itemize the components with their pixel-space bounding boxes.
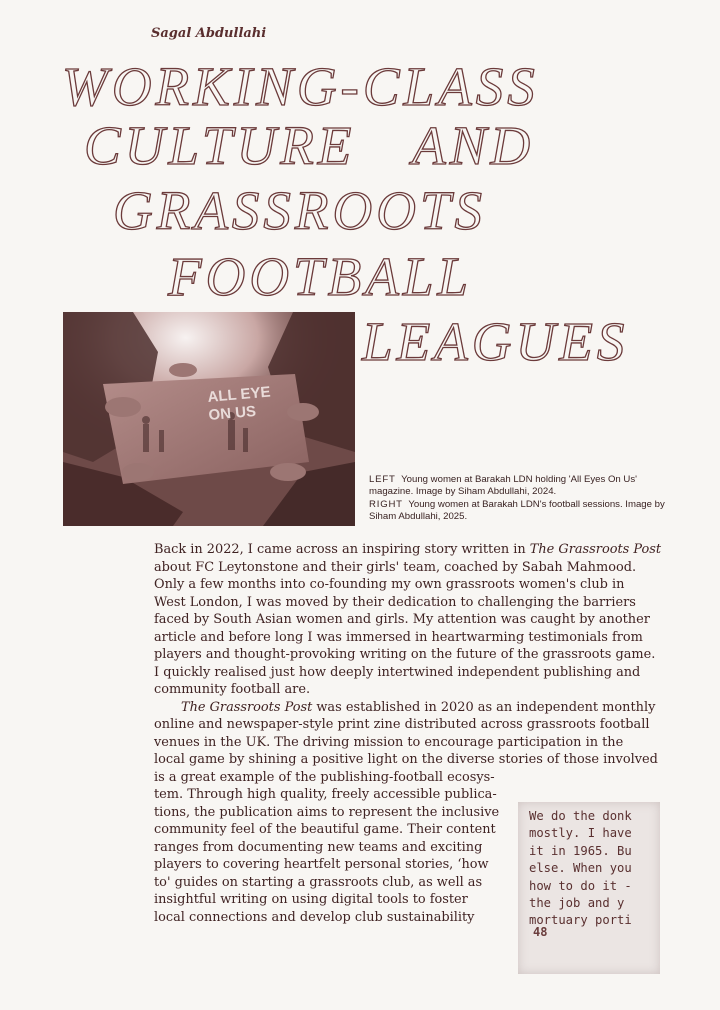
typewriter-line: mortuary porti — [529, 913, 632, 928]
body-line: tions, the publication aims to represent the inclusive — [154, 804, 500, 820]
title-line-1: WORKING-CLASS — [62, 56, 539, 117]
caption-left-text: Young women at Barakah LDN holding 'All Eyes On Us' magazine. Image by Siham Abdullahi, 2024. — [369, 474, 637, 498]
caption-right-key: RIGHT — [369, 498, 403, 510]
body-line: community football are. — [154, 682, 311, 697]
caption-right-text: Young women at Barakah LDN's football sessions. Image by Siham Abdullahi, 2025. — [369, 498, 665, 523]
body-line: venues in the UK. The driving mission to encourage participation in the — [154, 734, 624, 750]
article-photo — [63, 312, 355, 526]
typewriter-line: it in 1965. Bu — [529, 843, 632, 858]
body-line: players and thought-provoking writing on the future of the grassroots game. — [154, 647, 656, 662]
body-line: I quickly realised just how deeply intertwined independent publishing and — [154, 664, 641, 680]
body-line: players to covering heartfelt personal stories, ‘how — [154, 857, 489, 872]
body-line: tem. Through high quality, freely accessible publica- — [154, 787, 497, 802]
body-line: local connections and develop club sustainability — [154, 909, 475, 925]
body-line: Back in 2022, I came across an inspiring story written in The Grassroots Post — [154, 542, 662, 557]
typewriter-clipping — [518, 802, 660, 974]
body-line: community feel of the beautiful game. Their content — [154, 822, 496, 837]
typewriter-text — [529, 808, 632, 930]
typewriter-line: We do the donk — [529, 809, 632, 823]
photo-illustration — [63, 312, 355, 526]
body-line: ranges from documenting new teams and exciting — [154, 839, 483, 855]
body-line: faced by South Asian women and girls. My attention was caught by another — [154, 612, 650, 627]
typewriter-line: mostly. I have — [529, 826, 632, 841]
body-line: insightful writing on using digital tools to foster — [154, 892, 468, 907]
author-name: Sagal Abdullahi — [151, 26, 267, 41]
caption-right — [369, 499, 669, 524]
body-line: The Grassroots Post was established in 2020 as an independent monthly — [181, 699, 656, 715]
title-line-4: FOOTBALL — [168, 246, 472, 307]
title-line-2: CULTURE AND — [84, 115, 535, 176]
typewriter-line: the job and y — [529, 896, 625, 911]
body-line: online and newspaper-style print zine distributed across grassroots football — [154, 717, 650, 732]
caption-left — [369, 474, 669, 499]
typewriter-line: else. When you — [529, 861, 632, 876]
body-line: Only a few months into co-founding my own grassroots women's club in — [154, 577, 625, 592]
title-line-3: GRASSROOTS — [113, 180, 487, 241]
body-line: West London, I was moved by their dedication to challenging the barriers — [154, 594, 636, 610]
clipping-page-number: 48 — [533, 925, 548, 939]
body-line: about FC Leytonstone and their girls' team, coached by Sabah Mahmood. — [154, 559, 637, 575]
publication-title: The Grassroots Post — [529, 542, 662, 557]
publication-title: The Grassroots Post — [181, 699, 313, 715]
body-line: local game by shining a positive light on the diverse stories of those involved — [154, 752, 658, 767]
caption-left-key: LEFT — [369, 474, 396, 485]
body-line: article and before long I was immersed in heartwarming testimonials from — [154, 629, 643, 645]
title-line-5: LEAGUES — [362, 311, 629, 372]
photo-caption — [369, 474, 669, 524]
body-line: is a great example of the publishing-football ecosys- — [154, 769, 495, 785]
photo-sign-line-1: ALL EYE — [206, 383, 272, 406]
typewriter-line: how to do it - — [529, 878, 632, 893]
photo-sign-line-2: ON US — [207, 402, 257, 424]
body-line: to' guides on starting a grassroots club, as well as — [154, 874, 483, 890]
